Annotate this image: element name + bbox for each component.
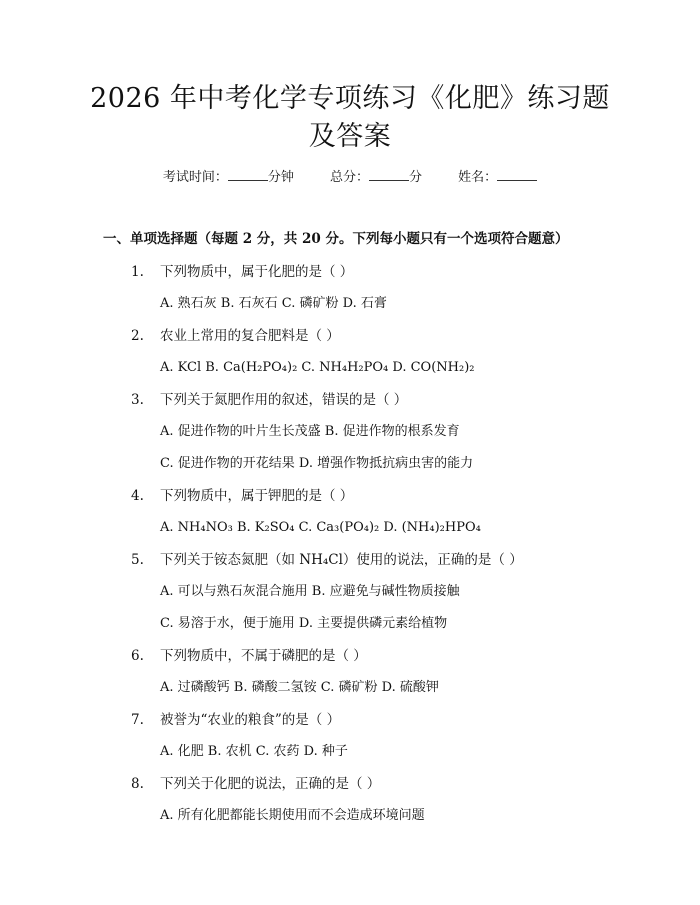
question-stem: 农业上常用的复合肥料是（ ） <box>160 328 340 344</box>
question-options-line <box>0 806 700 838</box>
question-stem: 下列物质中，不属于磷肥的是（ ） <box>160 648 367 664</box>
option-text: A. 化肥 B. 农机 C. 农药 D. 种子 <box>160 744 348 759</box>
exam-time-blank <box>228 168 268 181</box>
option-text: C. 易溶于水，便于施用 D. 主要提供磷元素给植物 <box>160 616 448 631</box>
question-list <box>0 262 700 838</box>
question-stem: 下列物质中，属于钾肥的是（ ） <box>160 488 354 504</box>
section-heading: 一、单项选择题（每题 2 分，共 20 分。下列每小题只有一个选项符合题意） <box>103 231 569 247</box>
question-item <box>0 262 700 294</box>
option-text: A. NH₄NO₃ B. K₂SO₄ C. Ca₃(PO₄)₂ D. (NH₄)₂HPO₄ <box>160 520 481 535</box>
question-options-line <box>0 582 700 614</box>
question-number: 1. <box>131 264 144 280</box>
exam-time-label: 考试时间： <box>162 170 228 185</box>
question-stem: 下列关于氮肥作用的叙述，错误的是（ ） <box>160 392 408 408</box>
question-item <box>0 390 700 422</box>
question-options-line <box>0 294 700 326</box>
question-number: 3. <box>131 392 144 408</box>
student-name-field <box>458 168 537 188</box>
question-number: 7. <box>131 712 144 728</box>
question-item <box>0 326 700 358</box>
option-text: A. 熟石灰 B. 石灰石 C. 磷矿粉 D. 石膏 <box>160 296 387 311</box>
total-score-field <box>330 168 422 188</box>
question-item <box>0 486 700 518</box>
question-number: 5. <box>131 552 144 568</box>
question-number: 4. <box>131 488 144 504</box>
question-item <box>0 550 700 582</box>
question-stem: 被誉为“农业的粮食”的是（ ） <box>160 712 341 728</box>
question-stem: 下列物质中，属于化肥的是（ ） <box>160 264 354 280</box>
exam-time-field <box>163 168 294 188</box>
total-score-blank <box>369 168 409 181</box>
question-options-line <box>0 742 700 774</box>
option-text: A. 促进作物的叶片生长茂盛 B. 促进作物的根系发育 <box>160 424 460 439</box>
exam-info-line <box>0 168 700 188</box>
question-item <box>0 774 700 806</box>
page-title: 2026 年中考化学专项练习《化肥》练习题及答案 <box>90 83 610 152</box>
option-text: A. KCl B. Ca(H₂PO₄)₂ C. NH₄H₂PO₄ D. CO(NH₂)₂ <box>160 360 475 375</box>
option-text: A. 可以与熟石灰混合施用 B. 应避免与碱性物质接触 <box>160 584 460 599</box>
question-options-line <box>0 454 700 486</box>
question-stem: 下列关于铵态氮肥（如 NH₄Cl）使用的说法，正确的是（ ） <box>160 552 523 568</box>
option-text: C. 促进作物的开花结果 D. 增强作物抵抗病虫害的能力 <box>160 456 474 471</box>
question-number: 6. <box>131 648 144 664</box>
option-text: A. 过磷酸钙 B. 磷酸二氢铵 C. 磷矿粉 D. 硫酸钾 <box>160 680 439 695</box>
exam-time-unit: 分钟 <box>267 170 294 185</box>
question-options-line <box>0 614 700 646</box>
total-score-unit: 分 <box>409 170 423 185</box>
option-text: A. 所有化肥都能长期使用而不会造成环境问题 <box>160 808 425 823</box>
question-options-line <box>0 678 700 710</box>
student-name-label: 姓名： <box>458 170 498 185</box>
question-number: 2. <box>131 328 144 344</box>
question-options-line <box>0 358 700 390</box>
student-name-blank <box>497 168 537 181</box>
question-item <box>0 710 700 742</box>
question-options-line <box>0 518 700 550</box>
question-options-line <box>0 422 700 454</box>
total-score-label: 总分： <box>329 170 369 185</box>
question-number: 8. <box>131 776 144 792</box>
question-item <box>0 646 700 678</box>
question-stem: 下列关于化肥的说法，正确的是（ ） <box>160 776 381 792</box>
